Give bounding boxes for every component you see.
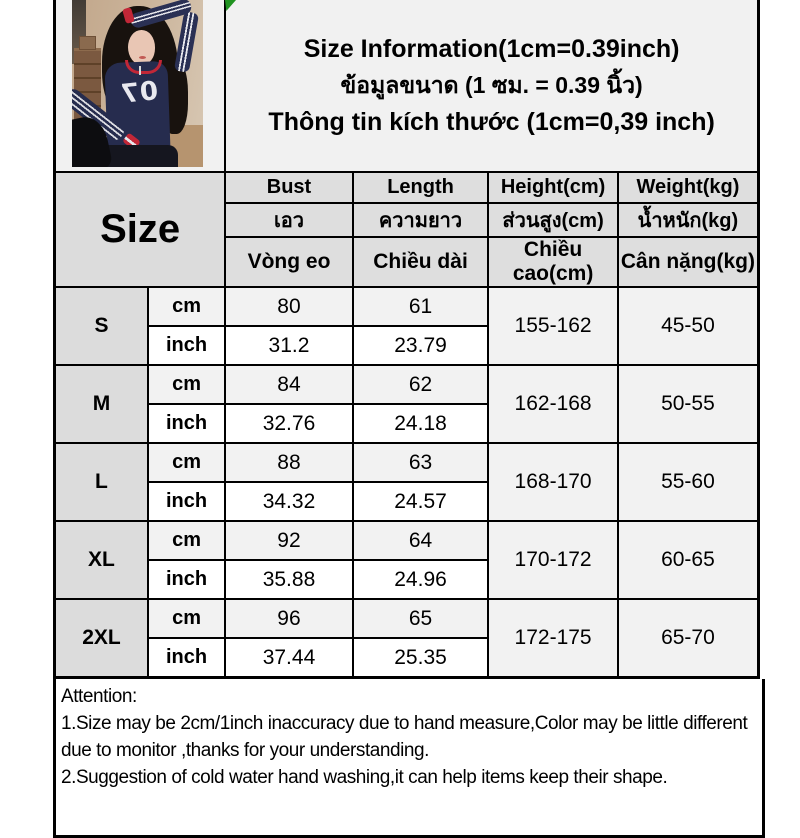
unit-cell-inch: inch bbox=[148, 560, 225, 599]
col-header-bust-th: เอว bbox=[225, 203, 353, 237]
weight-range: 45-50 bbox=[618, 287, 759, 365]
bust-value: 96 bbox=[225, 599, 353, 638]
unit-cell-inch: inch bbox=[148, 638, 225, 678]
table-row-xl-cm bbox=[55, 521, 759, 560]
size-chart-sheet bbox=[53, 0, 760, 838]
attention-line: 1.Size may be 2cm/1inch inaccuracy due to hand measure,Color may be little different bbox=[61, 713, 748, 734]
unit-cell-cm: cm bbox=[148, 521, 225, 560]
bust-value: 92 bbox=[225, 521, 353, 560]
unit-cell-cm: cm bbox=[148, 599, 225, 638]
table-row-l-cm bbox=[55, 443, 759, 482]
col-header-height-th: ส่วนสูง(cm) bbox=[488, 203, 618, 237]
length-value: 24.96 bbox=[353, 560, 489, 599]
photo-pants bbox=[100, 145, 178, 167]
weight-range: 60-65 bbox=[618, 521, 759, 599]
photo-raised-upper-arm bbox=[174, 11, 199, 73]
attention-line: due to monitor ,thanks for your understanding. bbox=[61, 740, 429, 761]
unit-cell-inch: inch bbox=[148, 404, 225, 443]
photo-cabinet-box bbox=[79, 36, 96, 50]
bust-value: 31.2 bbox=[225, 326, 353, 365]
table-row-2xl-cm bbox=[55, 599, 759, 638]
col-header-bust-vi: Vòng eo bbox=[225, 237, 353, 287]
length-value: 23.79 bbox=[353, 326, 489, 365]
weight-range: 55-60 bbox=[618, 443, 759, 521]
col-header-length-th: ความยาว bbox=[353, 203, 489, 237]
col-header-length-vi: Chiều dài bbox=[353, 237, 489, 287]
col-header-height-vi: Chiều cao(cm) bbox=[488, 237, 618, 287]
length-value: 64 bbox=[353, 521, 489, 560]
col-header-length-en: Length bbox=[353, 172, 489, 203]
height-range: 168-170 bbox=[488, 443, 618, 521]
column-header-row-en bbox=[55, 172, 759, 203]
height-range: 155-162 bbox=[488, 287, 618, 365]
weight-range: 65-70 bbox=[618, 599, 759, 678]
title-english: Size Information(1cm=0.39inch) bbox=[303, 34, 680, 63]
size-cell-m: M bbox=[55, 365, 148, 443]
col-header-bust-en: Bust bbox=[225, 172, 353, 203]
size-cell-s: S bbox=[55, 287, 148, 365]
bust-value: 35.88 bbox=[225, 560, 353, 599]
bust-value: 88 bbox=[225, 443, 353, 482]
unit-cell-cm: cm bbox=[148, 365, 225, 404]
table-row-s-cm bbox=[55, 287, 759, 326]
height-range: 170-172 bbox=[488, 521, 618, 599]
unit-cell-cm: cm bbox=[148, 443, 225, 482]
size-cell-xl: XL bbox=[55, 521, 148, 599]
bust-value: 84 bbox=[225, 365, 353, 404]
bust-value: 34.32 bbox=[225, 482, 353, 521]
size-table bbox=[53, 0, 760, 679]
attention-line: 2.Suggestion of cold water hand washing,it can help items keep their shape. bbox=[61, 767, 668, 788]
height-range: 172-175 bbox=[488, 599, 618, 678]
weight-range: 50-55 bbox=[618, 365, 759, 443]
title-vietnamese: Thông tin kích thước (1cm=0,39 inch) bbox=[268, 107, 715, 136]
col-header-weight-en: Weight(kg) bbox=[618, 172, 759, 203]
bust-value: 32.76 bbox=[225, 404, 353, 443]
size-cell-2xl: 2XL bbox=[55, 599, 148, 678]
photo-zipper bbox=[139, 66, 141, 75]
col-header-height-en: Height(cm) bbox=[488, 172, 618, 203]
attention-heading: Attention: bbox=[61, 686, 137, 707]
table-row-m-cm bbox=[55, 365, 759, 404]
col-header-weight-vi: Cân nặng(kg) bbox=[618, 237, 759, 287]
photo-person-lips bbox=[139, 56, 146, 59]
size-header: Size bbox=[55, 172, 226, 287]
unit-cell-inch: inch bbox=[148, 326, 225, 365]
col-header-weight-th: น้ำหนัก(kg) bbox=[618, 203, 759, 237]
length-value: 65 bbox=[353, 599, 489, 638]
unit-cell-inch: inch bbox=[148, 482, 225, 521]
height-range: 162-168 bbox=[488, 365, 618, 443]
size-cell-l: L bbox=[55, 443, 148, 521]
product-photo bbox=[72, 0, 203, 167]
title-cell bbox=[225, 0, 758, 172]
unit-cell-cm: cm bbox=[148, 287, 225, 326]
length-value: 24.57 bbox=[353, 482, 489, 521]
product-photo-cell bbox=[55, 0, 226, 172]
length-value: 63 bbox=[353, 443, 489, 482]
length-value: 24.18 bbox=[353, 404, 489, 443]
bust-value: 80 bbox=[225, 287, 353, 326]
title-thai: ข้อมูลขนาด (1 ซม. = 0.39 นิ้ว) bbox=[340, 71, 643, 98]
bust-value: 37.44 bbox=[225, 638, 353, 678]
header-banner-row bbox=[55, 0, 759, 172]
length-value: 25.35 bbox=[353, 638, 489, 678]
length-value: 62 bbox=[353, 365, 489, 404]
length-value: 61 bbox=[353, 287, 489, 326]
shirt-number: 07 bbox=[118, 76, 160, 110]
attention-section bbox=[53, 679, 765, 838]
